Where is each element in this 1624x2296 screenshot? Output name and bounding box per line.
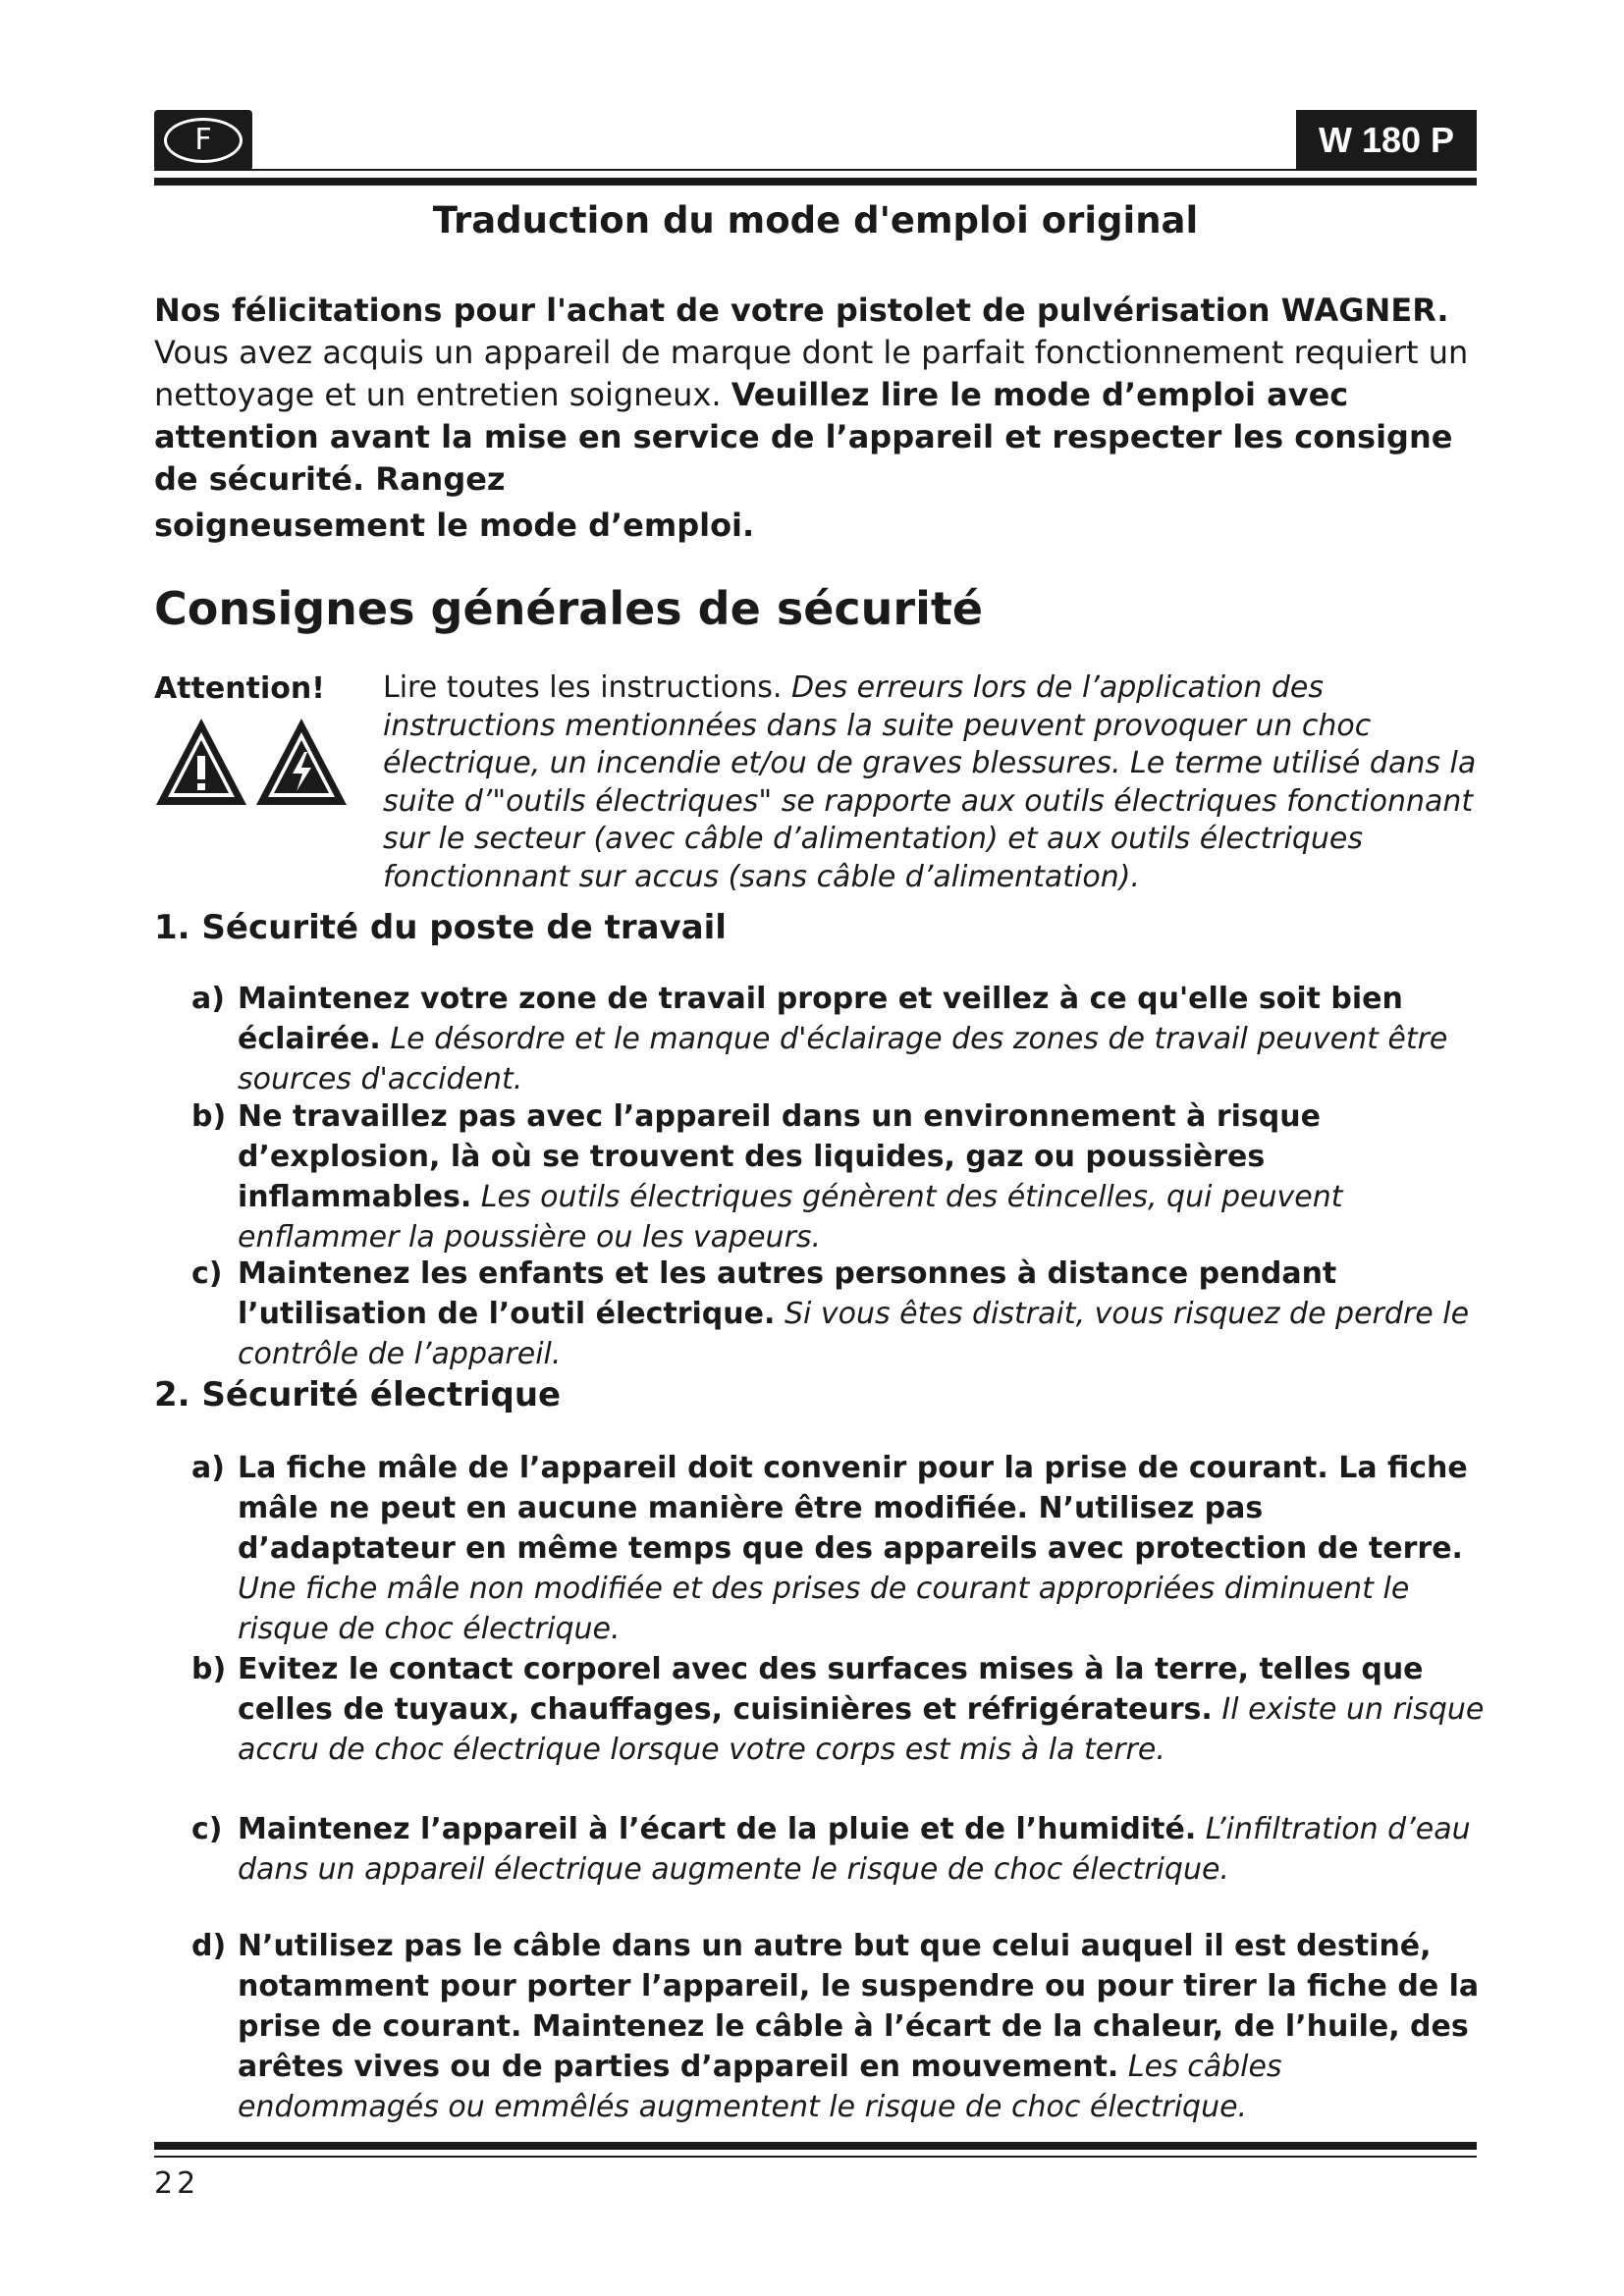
language-badge [154,110,252,171]
section2-item-a [191,1448,1488,1649]
item-body [238,1809,1488,1890]
electric-hazard-icon [256,719,347,805]
item-bold: Ne travaillez pas avec l’appareil dans un environnement à risque d’explosion, là où se trouvent des liquides, gaz ou poussières inflammables. [238,1099,1321,1214]
item-body [238,1254,1488,1374]
language-code: F [164,118,243,163]
intro-lead: Nos félicitations pour l'achat de votre pistolet de pulvérisation WAGNER. [154,292,1449,329]
item-body [238,1926,1488,2127]
section2-title: 2. Sécurité électrique [154,1375,562,1415]
section2-item-c [191,1809,1488,1890]
item-italic: Si vous êtes distrait, vous risquez de perdre le contrôle de l’appareil. [238,1297,1470,1371]
attention-text [383,669,1488,896]
intro-block [154,290,1489,547]
item-letter: c) [191,1256,223,1291]
section1-item-a [191,979,1488,1099]
section1-title: 1. Sécurité du poste de travail [154,908,727,947]
header-rule-thin [154,169,1477,171]
section1-item-b [191,1096,1488,1257]
intro-bold-end: soigneusement le mode d’emploi. [154,507,755,544]
footer-rule-thin [154,2156,1477,2158]
intro-paragraph [154,332,1489,501]
warning-icons [154,715,351,809]
section1-item-c [191,1254,1488,1374]
item-body [238,1448,1488,1649]
item-italic: Une fiche mâle non modifiée et des prises de courant appropriées diminuent le risque de choc électrique. [238,1572,1410,1646]
item-italic: Il existe un risque accru de choc électrique lorsque votre corps est mis à la terre. [238,1692,1485,1767]
footer-rule-thick [154,2142,1477,2150]
section-title: Consignes générales de sécurité [154,582,984,635]
item-italic: Les câbles endommagés ou emmêlés augmentent le risque de choc électrique. [238,2050,1282,2124]
item-italic: Les outils électriques génèrent des étincelles, qui peuvent enflammer la poussière ou les vapeurs. [238,1180,1343,1255]
item-bold: La fiche mâle de l’appareil doit convenir pour la prise de courant. La fiche mâle ne peut en aucune manière être modifiée. N’utilisez pas d’adaptateur en même temps que des appareils avec protection de terre. [238,1451,1468,1566]
item-body [238,1096,1488,1257]
item-letter: d) [191,1929,227,1963]
item-letter: a) [191,982,225,1016]
item-italic: Le désordre et le manque d'éclairage des zones de travail peuvent être sources d'accident. [238,1022,1448,1096]
model-badge: W 180 P [1296,110,1477,171]
header-rule-thick [154,178,1477,186]
item-letter: c) [191,1812,223,1846]
item-bold: N’utilisez pas le câble dans un autre but que celui auquel il est destiné, notamment pour porter l’appareil, le suspendre ou pour tirer la fiche de la prise de courant. Maintenez le câble à l’écart de la chaleur, de l’huile, des arêtes vives ou de parties d’appareil en mouvement. [238,1929,1480,2084]
item-letter: a) [191,1451,225,1485]
item-bold: Maintenez votre zone de travail propre et veillez à ce qu'elle soit bien éclairée. [238,982,1403,1056]
item-bold: Maintenez les enfants et les autres personnes à distance pendant l’utilisation de l’outil électrique. [238,1256,1337,1331]
intro-bold: Veuillez lire le mode d’emploi avec attention avant la mise en service de l’appareil et respecter les consigne de sécurité. Rangez [154,376,1453,498]
attention-normal: Lire toutes les instructions. [383,670,783,705]
warning-triangle-icon [156,719,246,805]
item-italic: L’infiltration d’eau dans un appareil électrique augmente le risque de choc électrique. [238,1812,1471,1887]
attention-label: Attention! [154,671,325,706]
page-number: 22 [154,2166,200,2201]
intro-text: Vous avez acquis un appareil de marque dont le parfait fonctionnement requiert un nettoyage et un entretien soigneux. [154,334,1469,413]
section2-item-b [191,1649,1488,1770]
item-bold: Evitez le contact corporel avec des surfaces mises à la terre, telles que celles de tuyaux, chauffages, cuisinières et réfrigérateurs. [238,1652,1424,1727]
item-body [238,1649,1488,1770]
item-letter: b) [191,1099,227,1134]
section2-item-d [191,1926,1488,2127]
item-bold: Maintenez l’appareil à l’écart de la pluie et de l’humidité. [238,1812,1197,1846]
item-body [238,979,1488,1099]
item-letter: b) [191,1652,227,1686]
attention-italic: Des erreurs lors de l’application des instructions mentionnées dans la suite peuvent provoquer un choc électrique, un incendie et/ou de graves blessures. Le terme utilisé dans la suite d’"outils électriques" se rapporte aux outils électriques fonctionnant sur le secteur (avec câble d’alimentation) et aux outils électriques fonctionnant sur accus (sans câble d’alimentation). [383,670,1477,894]
document-title: Traduction du mode d'emploi original [432,199,1199,241]
